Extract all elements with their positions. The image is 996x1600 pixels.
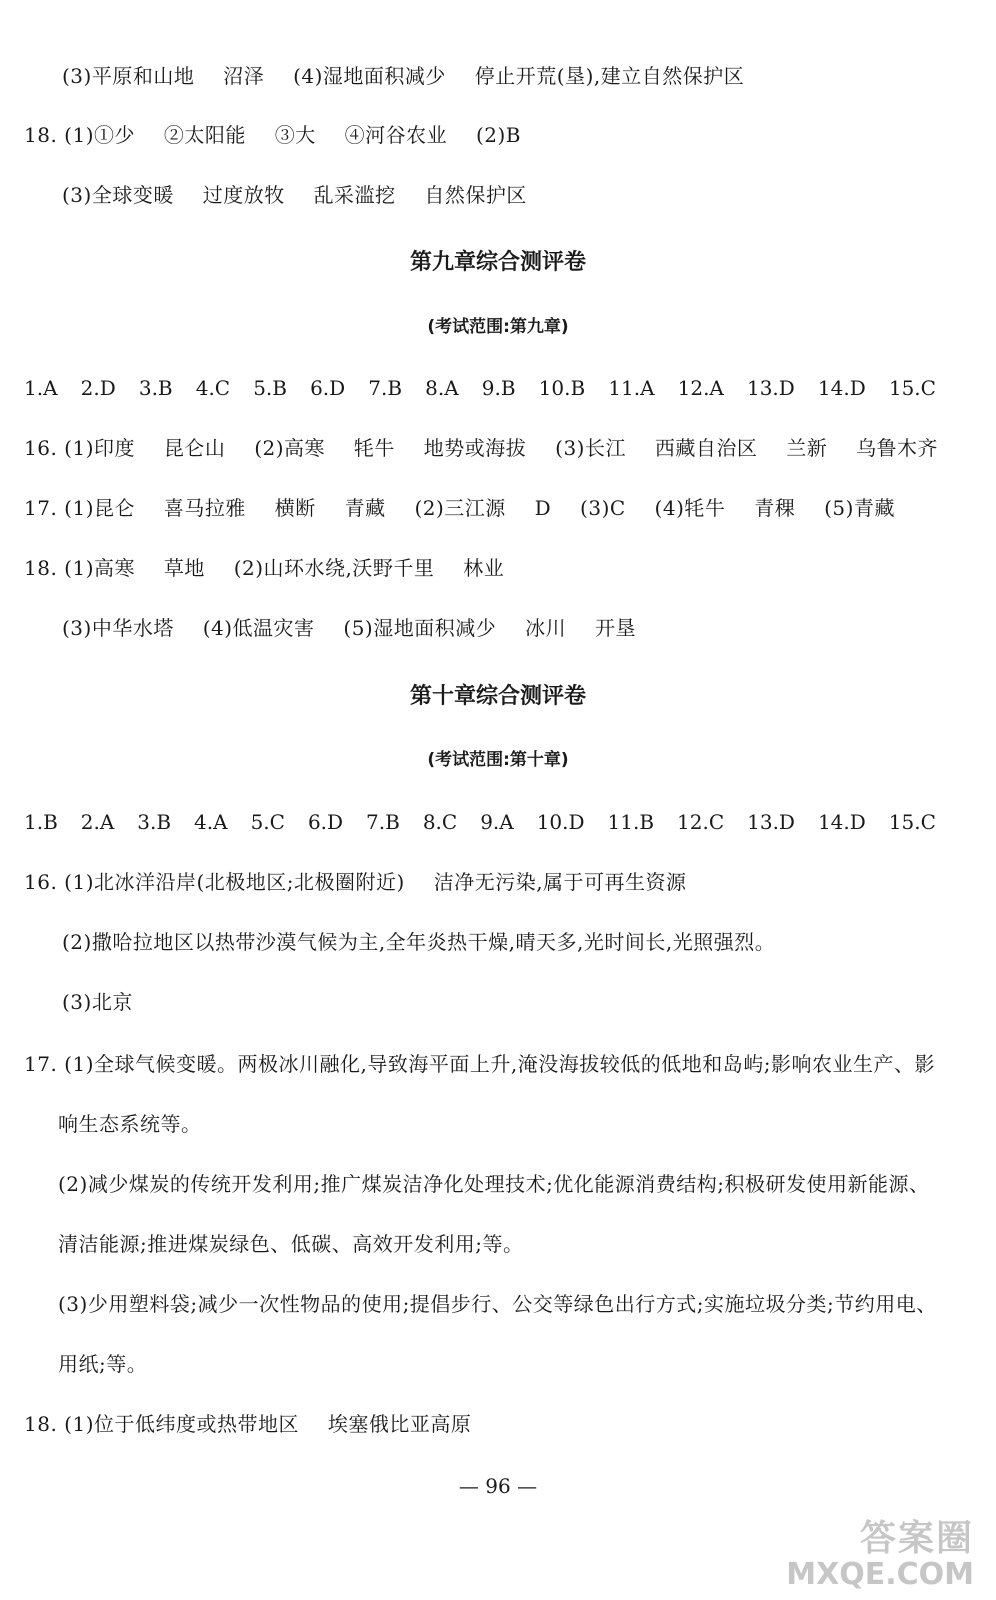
choice-answer: 15.C (888, 376, 936, 400)
answer-segment: 乌鲁木齐 (856, 436, 939, 460)
answer-line (24, 434, 938, 462)
answer-line (24, 554, 504, 582)
choice-answer: 6.D (310, 376, 346, 400)
multiple-choice-answers (24, 374, 936, 402)
answer-segment: 青稞 (754, 496, 796, 520)
choice-answer: 12.A (677, 376, 724, 400)
choice-answer: 4.A (194, 810, 228, 834)
answer-segment: 冰川 (525, 616, 567, 640)
answer-line: (2)撒哈拉地区以热带沙漠气候为主,全年炎热干燥,晴天多,光时间长,光照强烈。 (62, 930, 776, 954)
answer-segment: 埃塞俄比亚高原 (327, 1412, 472, 1436)
answer-line (24, 1410, 471, 1438)
watermark-text: 答案圈 (859, 1518, 974, 1559)
watermark-logo (786, 1510, 974, 1592)
page-number: — 96 — (458, 1474, 538, 1498)
choice-answer: 2.D (80, 376, 116, 400)
answer-segment: (3)长江 (555, 436, 626, 460)
answer-segment: 16. (1)印度 (24, 436, 135, 460)
multiple-choice-answers (24, 808, 936, 836)
answer-segment: (2)三江源 (414, 496, 506, 520)
answer-segment: 开垦 (594, 616, 636, 640)
answer-segment: 地势或海拔 (423, 436, 527, 460)
choice-answer: 9.A (480, 810, 514, 834)
answer-segment: (5)湿地面积减少 (343, 616, 497, 640)
answer-segment: 18. (1)位于低纬度或热带地区 (24, 1412, 299, 1436)
answer-segment: 西藏自治区 (654, 436, 758, 460)
choice-answer: 8.C (422, 810, 458, 834)
answer-line: 用纸;等。 (58, 1352, 148, 1376)
choice-answer: 10.D (536, 810, 585, 834)
answer-segment: (4)牦牛 (654, 496, 726, 520)
answer-segment: 乱采滥挖 (313, 183, 396, 207)
section-scope: (考试范围:第九章) (427, 317, 569, 337)
answer-segment: ②太阳能 (163, 123, 246, 147)
answer-segment: 草地 (163, 556, 205, 580)
answer-line: (2)减少煤炭的传统开发利用;推广煤炭洁净化处理技术;优化能源消费结构;积极研发使用新能源、 (58, 1172, 930, 1196)
answer-segment: 洁净无污染,属于可再生资源 (433, 870, 687, 894)
section-title: 第十章综合测评卷 (409, 684, 586, 709)
choice-answer: 1.A (24, 376, 58, 400)
choice-answer: 3.B (137, 810, 172, 834)
answer-segment: (2)山环水绕,沃野千里 (233, 556, 435, 580)
answer-line (62, 62, 744, 90)
section-scope: (考试范围:第十章) (427, 750, 569, 770)
choice-answer: 11.A (608, 376, 655, 400)
section-title: 第九章综合测评卷 (409, 250, 586, 275)
answer-segment: 停止开荒(垦),建立自然保护区 (474, 64, 745, 88)
answer-segment: ④河谷农业 (344, 123, 448, 147)
answer-line (24, 494, 895, 522)
choice-answer: 6.D (307, 810, 344, 834)
choice-answer: 7.B (368, 376, 403, 400)
choice-answer: 11.B (607, 810, 655, 834)
answer-line: 响生态系统等。 (58, 1112, 202, 1136)
choice-answer: 4.C (195, 376, 231, 400)
answer-segment: ③大 (274, 123, 316, 147)
answer-segment: 青藏 (344, 496, 386, 520)
answer-line: 17. (1)全球气候变暖。两极冰川融化,导致海平面上升,淹没海拔较低的低地和岛屿;影响农业生产、影 (24, 1052, 935, 1076)
answer-segment: 18. (1)①少 (24, 123, 135, 147)
answer-line: (3)少用塑料袋;减少一次性物品的使用;提倡步行、公交等绿色出行方式;实施垃圾分类;节约用电、 (58, 1292, 937, 1316)
answer-segment: D (534, 496, 552, 520)
answer-segment: 昆仑山 (163, 436, 226, 460)
choice-answer: 14.D (817, 810, 866, 834)
answer-segment: (4)湿地面积减少 (293, 64, 446, 88)
answer-line: (3)北京 (62, 990, 133, 1014)
choice-answer: 8.A (425, 376, 459, 400)
choice-answer: 10.B (538, 376, 586, 400)
answer-segment: (3)全球变暖 (62, 183, 174, 207)
answer-segment: 兰新 (786, 436, 828, 460)
choice-answer: 2.A (80, 810, 115, 834)
answer-line (24, 121, 521, 149)
answer-segment: (2)高寒 (254, 436, 326, 460)
answer-segment: 17. (1)昆仑 (24, 496, 135, 520)
answer-line: 清洁能源;推进煤炭绿色、低碳、高效开发利用;等。 (58, 1232, 524, 1256)
choice-answer: 1.B (24, 810, 58, 834)
answer-segment: (3)平原和山地 (62, 64, 195, 88)
answer-segment: 牦牛 (353, 436, 395, 460)
answer-segment: 18. (1)高寒 (24, 556, 135, 580)
choice-answer: 5.B (253, 376, 287, 400)
answer-segment: 横断 (274, 496, 316, 520)
choice-answer: 12.C (677, 810, 725, 834)
answer-segment: 过度放牧 (202, 183, 285, 207)
answer-segment: (2)B (475, 123, 521, 147)
answer-segment: 沼泽 (223, 64, 265, 88)
choice-answer: 5.C (250, 810, 285, 834)
choice-answer: 15.C (888, 810, 936, 834)
answer-segment: 林业 (463, 556, 505, 580)
answer-segment: 16. (1)北冰洋沿岸(北极地区;北极圈附近) (24, 870, 405, 894)
answer-segment: (3)C (580, 496, 626, 520)
answer-line (62, 181, 527, 209)
answer-line (62, 614, 636, 642)
choice-answer: 7.B (366, 810, 400, 834)
choice-answer: 13.D (746, 376, 795, 400)
choice-answer: 3.B (138, 376, 173, 400)
choice-answer: 14.D (817, 376, 866, 400)
answer-line (24, 868, 687, 896)
answer-segment: 喜马拉雅 (163, 496, 246, 520)
answer-segment: 自然保护区 (424, 183, 527, 207)
watermark-url: MXQE.COM (786, 1557, 974, 1592)
answer-segment: (4)低温灾害 (202, 616, 315, 640)
answer-segment: (5)青藏 (824, 496, 895, 520)
choice-answer: 13.D (747, 810, 795, 834)
choice-answer: 9.B (481, 376, 516, 400)
answer-segment: (3)中华水塔 (62, 616, 174, 640)
